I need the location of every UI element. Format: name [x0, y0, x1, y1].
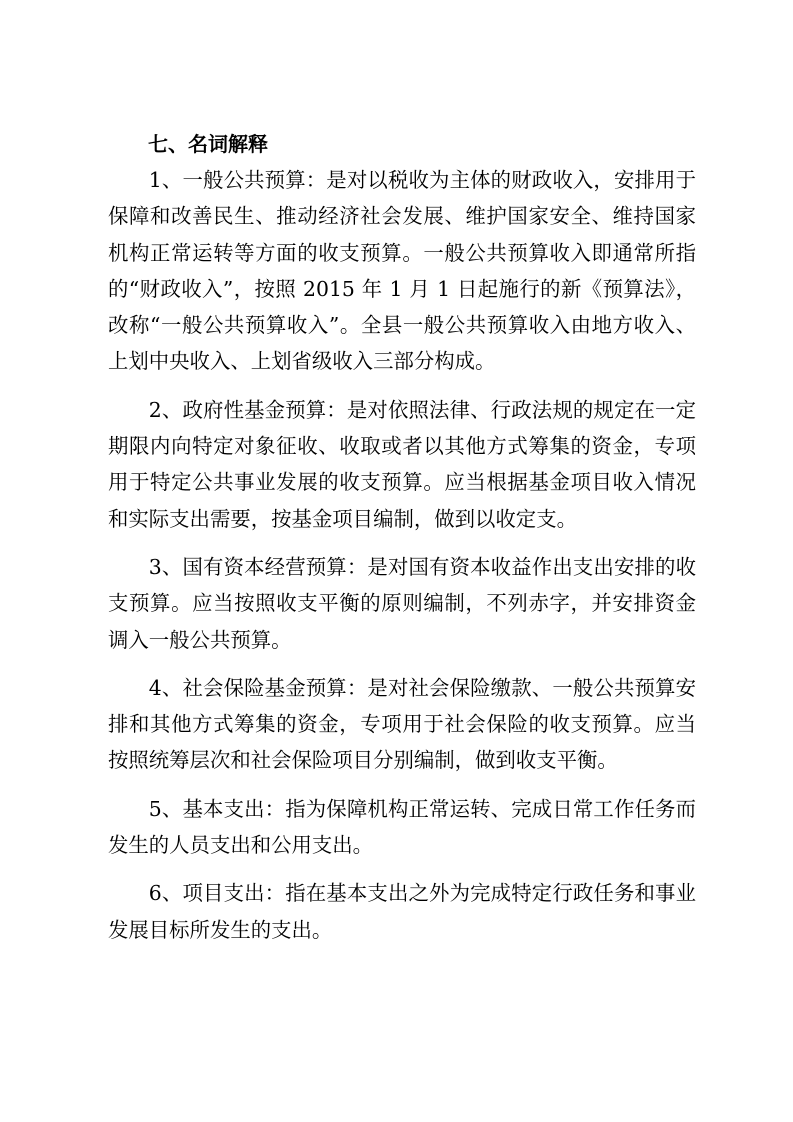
- paragraph-basic-expenditure: 5、基本支出：指为保障机构正常运转、完成日常工作任务而发生的人员支出和公用支出。: [108, 796, 696, 858]
- paragraph-project-expenditure: 6、项目支出：指在基本支出之外为完成特定行政任务和事业发展目标所发生的支出。: [108, 881, 696, 942]
- paragraph-government-fund-budget: 2、政府性基金预算：是对依照法律、行政法规的规定在一定期限内向特定对象征收、收取或者以其他方式筹集的资金，专项用于特定公共事业发展的收支预算。应当根据基金项目收入情况和实际支出需要，按基金项目编制，做到以收定支。: [108, 397, 696, 531]
- section-heading: 七、名词解释: [148, 132, 268, 156]
- paragraph-state-capital-budget: 3、国有资本经营预算：是对国有资本收益作出支出安排的收支预算。应当按照收支平衡的原则编制，不列赤字，并安排资金调入一般公共预算。: [108, 554, 696, 652]
- document-page: [108, 126, 696, 960]
- paragraph-social-insurance-budget: 4、社会保险基金预算：是对社会保险缴款、一般公共预算安排和其他方式筹集的资金，专项用于社会保险的收支预算。应当按照统筹层次和社会保险项目分别编制，做到收支平衡。: [108, 675, 696, 773]
- paragraph-general-public-budget: 1、一般公共预算：是对以税收为主体的财政收入，安排用于保障和改善民生、推动经济社会发展、维护国家安全、维持国家机构正常运转等方面的收支预算。一般公共预算收入即通常所指的“财政收入”，按照 2015 年 1 月 1 日起施行的新《预算法》，改称“一般公共预算收入”。全县一般公共预算收入由地方收入、上划中央收入、上划省级收入三部分构成。: [108, 168, 696, 374]
